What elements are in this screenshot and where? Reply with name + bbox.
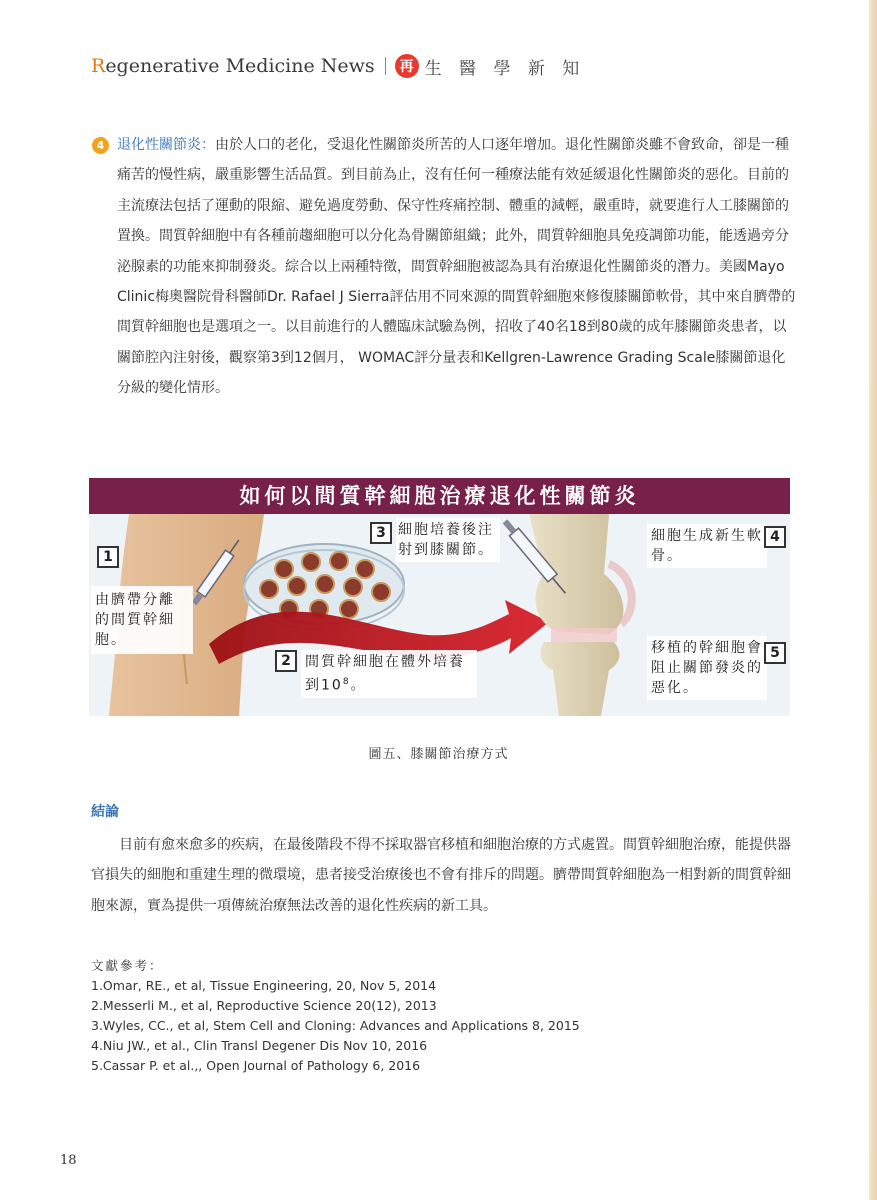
journal-subtitle: 生 醫 學 新 知	[424, 58, 586, 79]
section-heading: 退化性關節炎：	[117, 137, 215, 153]
header-divider	[385, 57, 386, 75]
figure-caption: 圖五、膝關節治療方式	[368, 747, 509, 762]
reference-item: 2.Messerli M., et al, Reproductive Science 20(12), 2013	[91, 998, 437, 1013]
step-4-number: 4	[764, 526, 786, 548]
step-5-number: 5	[764, 642, 786, 664]
conclusion-body: 目前有愈來愈多的疾病，在最後階段不得不採取器官移植和細胞治療的方式處置。間質幹細胞治療，能提供器官損失的細胞和重建生理的微環境，患者接受治療後也不會有排斥的問題。臍帶間質幹細胞為一相對新的間質幹細胞來源，實為提供一項傳統治療無法改善的退化性疾病的新工具。	[91, 837, 791, 914]
reference-item: 4.Niu JW., et al., Clin Transl Degener Dis Nov 10, 2016	[91, 1038, 428, 1053]
step-2-label: 間質幹細胞在體外培養到$10^8$。	[301, 650, 477, 698]
running-header	[91, 50, 585, 82]
step-1-number: 1	[97, 546, 119, 568]
references	[91, 956, 580, 1076]
journal-title: Regenerative Medicine News	[91, 55, 375, 77]
step-2-number: 2	[275, 650, 297, 672]
reference-item: 3.Wyles, CC., et al, Stem Cell and Cloning: Advances and Applications 8, 2015	[91, 1018, 580, 1033]
conclusion-heading: 結論	[91, 804, 119, 820]
section-body: 由於人口的老化，受退化性關節炎所苦的人口逐年增加。退化性關節炎雖不會致命，卻是一種痛苦的慢性病，嚴重影響生活品質。到目前為止，沒有任何一種療法能有效延緩退化性關節炎的惡化。目前的主流療法包括了運動的限縮、避免過度勞動、保守性疼痛控制、體重的減輕，嚴重時，就要進行人工膝關節的置換。間質幹細胞中有各種前趨細胞可以分化為骨關節組織；此外，間質幹細胞具免疫調節功能，能透過旁分泌腺素的功能來抑制發炎。綜合以上兩種特徵，間質幹細胞被認為具有治療退化性關節炎的潛力。美國Mayo Clinic梅奧醫院骨科醫師Dr. Rafael J Sierra評估用不同來源的間質幹細胞來修復膝關節軟骨，其中來自臍帶的間質幹細胞也是選項之一。以目前進行的人體臨床試驗為例，招收了40名18到80歲的成年膝關節炎患者，以關節腔內注射後，觀察第3到12個月， WOMAC評分量表和Kellgren-Lawrence Grading Scale膝關節退化分級的變化情形。	[117, 137, 796, 397]
section-osteoarthritis	[117, 130, 797, 404]
step-4-label: 細胞生成新生軟骨。	[647, 524, 767, 568]
figure-title: 如何以間質幹細胞治療退化性關節炎	[89, 478, 790, 514]
journal-logo-badge: 再	[395, 54, 419, 78]
knee-treatment-figure	[89, 478, 790, 716]
section-number-badge: 4	[92, 137, 109, 154]
step-3-number: 3	[370, 522, 392, 544]
step-1-label: 由臍帶分離的間質幹細胞。	[91, 586, 193, 654]
page-edge-decoration	[869, 0, 877, 1200]
step-5-label: 移植的幹細胞會阻止關節發炎的惡化。	[647, 636, 767, 700]
references-heading: 文獻參考：	[91, 958, 164, 973]
page-number: 18	[60, 1153, 77, 1168]
step-3-label: 細胞培養後注射到膝關節。	[396, 518, 500, 562]
reference-item: 5.Cassar P. et al.,, Open Journal of Pathology 6, 2016	[91, 1058, 421, 1073]
reference-item: 1.Omar, RE., et al, Tissue Engineering, 20, Nov 5, 2014	[91, 978, 437, 993]
